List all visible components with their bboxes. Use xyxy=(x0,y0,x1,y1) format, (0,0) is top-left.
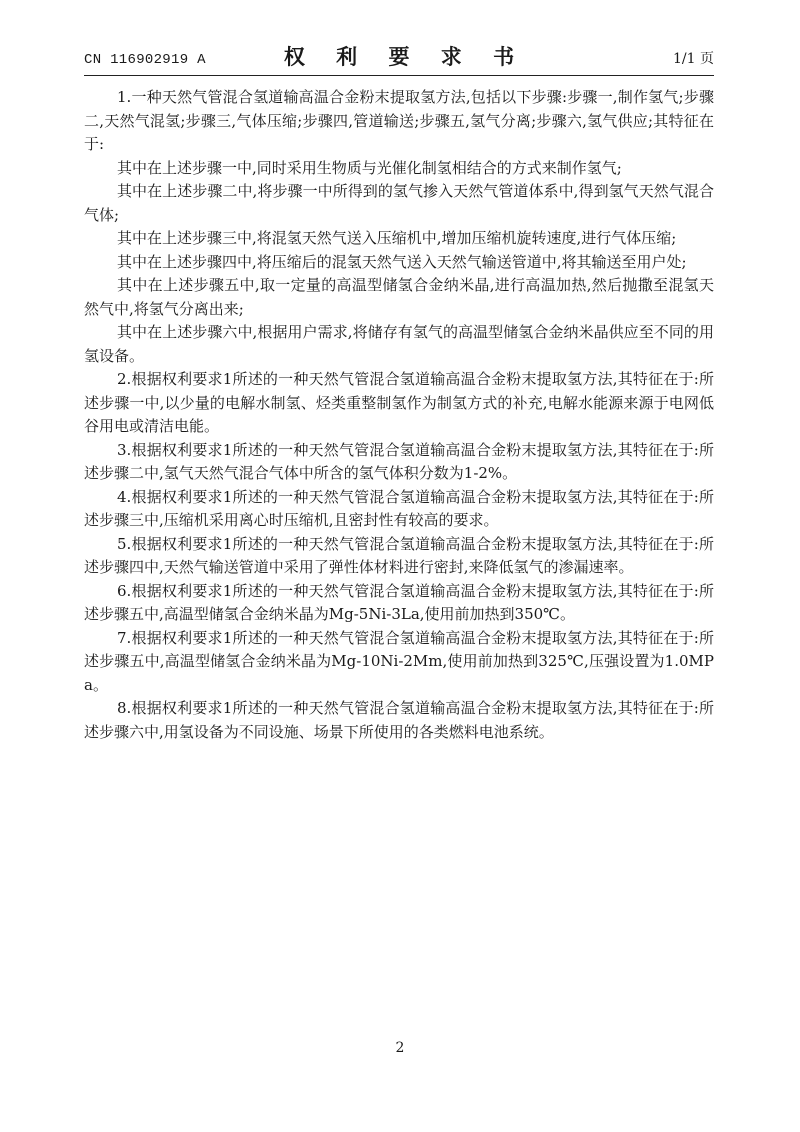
header-divider xyxy=(84,75,714,76)
claim-4: 4.根据权利要求1所述的一种天然气管混合氢道输高温合金粉末提取氢方法,其特征在于:所述步骤三中,压缩机采用离心时压缩机,且密封性有较高的要求。 xyxy=(84,487,714,529)
claim-1-step-6: 其中在上述步骤六中,根据用户需求,将储存有氢气的高温型储氢合金纳米晶供应至不同的用氢设备。 xyxy=(84,323,714,365)
publication-number: CN 116902919 A xyxy=(84,52,206,68)
claim-1-step-4: 其中在上述步骤四中,将压缩后的混氢天然气送入天然气输送管道中,将其输送至用户处; xyxy=(117,252,687,271)
claim-1-step-2: 其中在上述步骤二中,将步骤一中所得到的氢气掺入天然气管道体系中,得到氢气天然气混合气体; xyxy=(84,182,714,224)
claims-body xyxy=(84,86,714,744)
claim-2: 2.根据权利要求1所述的一种天然气管混合氢道输高温合金粉末提取氢方法,其特征在于:所述步骤一中,以少量的电解水制氢、烃类重整制氢作为制氢方式的补充,电解水能源来源于电网低谷用电或清洁电能。 xyxy=(84,370,714,435)
claim-5: 5.根据权利要求1所述的一种天然气管混合氢道输高温合金粉末提取氢方法,其特征在于:所述步骤四中,天然气输送管道中采用了弹性体材料进行密封,来降低氢气的渗漏速率。 xyxy=(84,534,714,576)
claim-8: 8.根据权利要求1所述的一种天然气管混合氢道输高温合金粉末提取氢方法,其特征在于:所述步骤六中,用氢设备为不同设施、场景下所使用的各类燃料电池系统。 xyxy=(84,699,714,741)
page-indicator: 1/1 页 xyxy=(673,51,714,67)
claim-6: 6.根据权利要求1所述的一种天然气管混合氢道输高温合金粉末提取氢方法,其特征在于:所述步骤五中,高温型储氢合金纳米晶为Mg-5Ni-3La,使用前加热到350℃。 xyxy=(84,581,714,623)
claim-1-step-3: 其中在上述步骤三中,将混氢天然气送入压缩机中,增加压缩机旋转速度,进行气体压缩; xyxy=(117,229,677,247)
page-footer xyxy=(0,1040,800,1056)
claim-1-step-5: 其中在上述步骤五中,取一定量的高温型储氢合金纳米晶,进行高温加热,然后抛撒至混氢天然气中,将氢气分离出来; xyxy=(84,276,714,318)
document-title: 权 利 要 求 书 xyxy=(283,45,527,69)
claim-3: 3.根据权利要求1所述的一种天然气管混合氢道输高温合金粉末提取氢方法,其特征在于:所述步骤二中,氢气天然气混合气体中所含的氢气体积分数为1-2%。 xyxy=(84,440,714,482)
page-header xyxy=(84,44,714,76)
claim-1: 1.一种天然气管混合氢道输高温合金粉末提取氢方法,包括以下步骤:步骤一,制作氢气;步骤二,天然气混氢;步骤三,气体压缩;步骤四,管道输送;步骤五,氢气分离;步骤六,氢气供应;其特征在于: xyxy=(84,88,714,153)
claim-1-step-1: 其中在上述步骤一中,同时采用生物质与光催化制氢相结合的方式来制作氢气; xyxy=(117,158,622,177)
page-number: 2 xyxy=(395,1040,405,1056)
claim-7: 7.根据权利要求1所述的一种天然气管混合氢道输高温合金粉末提取氢方法,其特征在于:所述步骤五中,高温型储氢合金纳米晶为Mg-10Ni-2Mm,使用前加热到325℃,压强设置为1.0MPa。 xyxy=(84,628,714,694)
